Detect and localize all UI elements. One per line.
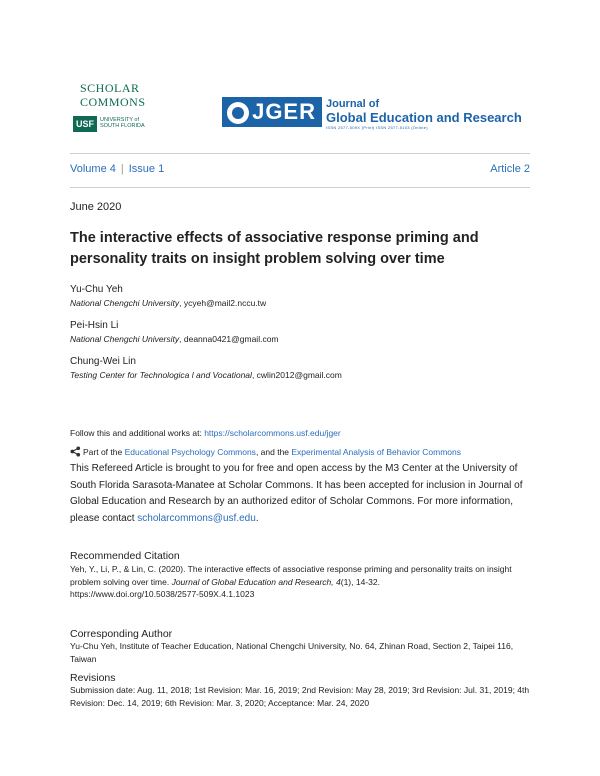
- jger-issn: ISSN 2577-509X (Print) ISSN 2577-5103 (Online): [326, 125, 428, 130]
- corresponding-heading: Corresponding Author: [70, 628, 173, 640]
- article-link[interactable]: Article 2: [490, 163, 530, 175]
- share-icon: [70, 446, 81, 457]
- author-email[interactable]: , deanna0421@gmail.com: [179, 334, 279, 344]
- jger-mark: [222, 97, 322, 127]
- author-email[interactable]: , ycyeh@mail2.nccu.tw: [179, 298, 267, 308]
- educational-psychology-link[interactable]: Educational Psychology Commons: [124, 447, 256, 457]
- part-of-mid: , and the: [255, 447, 292, 457]
- globe-icon: [227, 102, 249, 124]
- jger-title-line-2: Global Education and Research: [326, 110, 522, 125]
- citation-text: Yeh, Y., Li, P., & Lin, C. (2020). The interactive effects of associative response priming and personality traits on insight problem solving over time.: [70, 564, 512, 587]
- follow-line: [70, 428, 341, 438]
- scholar-commons-logo[interactable]: [70, 80, 150, 136]
- divider-bottom: [70, 187, 530, 188]
- author-affiliation: [70, 370, 342, 380]
- citation-body: [70, 563, 530, 601]
- refereed-text: This Refereed Article is brought to you for free and open access by the M3 Center at the University of South Florida Sarasota-Manatee at Scholar Commons. It has been accepted for inclusion in Journal of Global Education and Research by an authorized editor of Scholar Commons. For more information, please contact: [70, 463, 523, 524]
- revisions-body: Submission date: Aug. 11, 2018; 1st Revision: Mar. 16, 2019; 2nd Revision: May 28, 2019; 3rd Revision: Jul. 31, 2019; 4th Revision: Dec. 14, 2019; 6th Revision: Mar. 3, 2020; Acceptance: Mar. 24, 2020: [70, 685, 530, 708]
- separator: |: [120, 163, 124, 175]
- citation-pages: (1), 14-32.: [340, 576, 380, 587]
- part-of-line: [70, 446, 461, 457]
- volume-link[interactable]: Volume 4: [70, 163, 116, 175]
- author-email[interactable]: , cwlin2012@gmail.com: [251, 370, 342, 380]
- author-affiliation: [70, 334, 279, 344]
- publication-date: June 2020: [70, 201, 122, 213]
- logo-line-2: COMMONS: [80, 95, 146, 109]
- issue-link[interactable]: Issue 1: [128, 163, 165, 175]
- usf-university-text: UNIVERSITY of SOUTH FLORIDA: [100, 117, 145, 130]
- divider-top: [70, 153, 530, 154]
- jger-mark-text: JGER: [252, 99, 316, 124]
- jger-logo[interactable]: [222, 95, 522, 133]
- citation-journal: Journal of Global Education and Research, 4: [171, 576, 341, 587]
- revisions-heading: Revisions: [70, 672, 116, 684]
- citation-heading: Recommended Citation: [70, 550, 180, 562]
- author-name: Pei-Hsin Li: [70, 320, 119, 331]
- issue-info: [70, 163, 530, 175]
- author-name: Yu-Chu Yeh: [70, 284, 123, 295]
- follow-text: Follow this and additional works at:: [70, 428, 205, 438]
- affiliation: National Chengchi University: [70, 298, 180, 308]
- author-name: Chung-Wei Lin: [70, 356, 136, 367]
- usf-badge: USF: [73, 116, 97, 132]
- logo-line-1: SCHOLAR: [80, 81, 140, 95]
- experimental-analysis-link[interactable]: Experimental Analysis of Behavior Commons: [291, 447, 461, 457]
- refereed-end: .: [255, 512, 259, 524]
- article-title: The interactive effects of associative response priming and personality traits on insight problem solving over time: [70, 230, 479, 267]
- jger-title-line-1: Journal of: [326, 98, 380, 110]
- affiliation: Testing Center for Technologica l and Vocational: [70, 370, 252, 380]
- corresponding-body: Yu-Chu Yeh, Institute of Teacher Education, National Chengchi University, No. 64, Zhinan Road, Section 2, Taipei 116, Taiwan: [70, 641, 514, 664]
- part-of-prefix: Part of the: [83, 447, 125, 457]
- author-affiliation: [70, 298, 266, 308]
- contact-email-link[interactable]: scholarcommons@usf.edu: [137, 512, 256, 524]
- follow-link[interactable]: https://scholarcommons.usf.edu/jger: [204, 428, 341, 438]
- citation-doi[interactable]: https://www.doi.org/10.5038/2577-509X.4.1.1023: [70, 589, 255, 599]
- refereed-notice: [70, 461, 530, 527]
- affiliation: National Chengchi University: [70, 334, 180, 344]
